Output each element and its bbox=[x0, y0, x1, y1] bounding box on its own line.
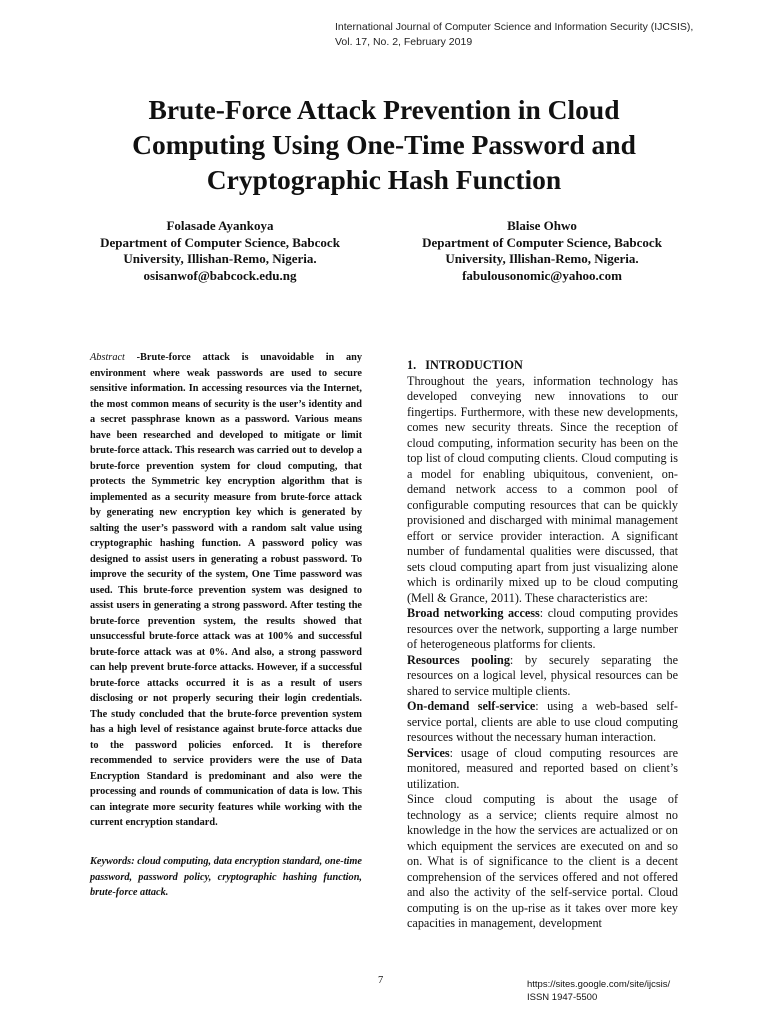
characteristic-text: : usage of cloud computing resources are monitored, measured and reported based on client’s utilization. bbox=[407, 745, 678, 791]
footer-issn: ISSN 1947-5500 bbox=[527, 992, 598, 1003]
author-block-2 bbox=[402, 218, 682, 284]
characteristic-text: : using a web-based self-service portal, clients are able to use cloud computing resources without the necessary human interaction. bbox=[407, 699, 678, 744]
characteristic-text: : by securely separating the resources on a logical level, physical resources can be shared to service multiple clients. bbox=[407, 652, 678, 698]
footer-info bbox=[527, 978, 670, 1004]
author-email: fabulousonomic@yahoo.com bbox=[462, 267, 622, 283]
characteristic-broad-network-access bbox=[407, 606, 678, 653]
author-affiliation: Department of Computer Science, Babcock bbox=[422, 234, 662, 250]
journal-name: International Journal of Computer Science and Information Security (IJCSIS), bbox=[335, 21, 694, 33]
author-name: Blaise Ohwo bbox=[507, 218, 577, 233]
abstract-text: -Brute-force attack is unavoidable in any environment where weak passwords are used to secure sensitive information. In accessing resources via the Internet, the most common means of security is the user’s identity and a secret passphrase known as a password. Various means have been researched and developed to mitigate or limit brute-force attack. This research was carried out to develop a brute-force prevention system for cloud computing, that protects the Symmetric key encryption algorithm that is implemented as a security measure from brute-force attack by generating new encryption key which is generated by salting the user’s password with a random salt value using cryptographic hashing function. A password policy was designed to assist users in generating a robust password. To improve the security of the system, One Time password was used. This brute-force prevention system was designed to assist users in generating a strong password. After testing the brute-force prevention system, the results showed that unsuccessful brute-force attack was at 100% and successful brute-force attack was at 0%. And also, a strong password can help prevent brute-force attacks. However, if a successful brute-force attacks occurred it is as a result of users disclosing or not properly securing their login credentials. The study concluded that the brute-force prevention system has a high level of resistance against brute-force attacks due to the password policies enforced. It is therefore recommended to service providers were the use of Data Encryption Standard is predominant and also were the processing and rounds of communication of data is low. This can integrate more security features while working with the current encryption standard. bbox=[90, 352, 363, 828]
characteristic-services bbox=[407, 746, 678, 793]
intro-paragraph-1: Throughout the years, information technology has developed conveying new innovations to our fingertips. Furthermore, with these new developments, comes new security threats. Since the reception of cloud computing, information security has been on the top list of cloud computing clients. Cloud computing is a model for enabling ubiquitous, convenient, on-demand network access to a common pool of configurable computing resources that can be quickly provisioned and discharged with minimal management effort or service provider interaction. A significant number of fundamental qualities were discussed, that sets cloud computing apart from just visualizing alone which is ordinarily mixed up to be cloud computing (Mell & Grance, 2011). These characteristics are: bbox=[407, 373, 678, 605]
intro-paragraph-2: Since cloud computing is about the usage of technology as a service; clients require almost no knowledge in the how the services are actualized or on which equipment the services are executed on and so on. What is of significance to the client is a decent comprehension of the services offered and not offered and also the activity of the self-service portal. Cloud computing is on the up-rise as it takes over more key capacities in management, development bbox=[407, 792, 678, 930]
keywords bbox=[90, 854, 362, 901]
title-line-2: Computing Using One-Time Password and bbox=[132, 129, 636, 160]
journal-header bbox=[335, 20, 693, 50]
abstract bbox=[90, 350, 362, 831]
author-name: Folasade Ayankoya bbox=[166, 218, 274, 233]
characteristic-term: Broad networking access bbox=[407, 606, 540, 620]
keywords-text: cloud computing, data encryption standard, one-time password, password policy, cryptographic hashing function, brute-force attack. bbox=[90, 856, 362, 898]
author-email: osisanwof@babcock.edu.ng bbox=[143, 267, 297, 283]
section-heading: 1. INTRODUCTION bbox=[407, 358, 523, 372]
title-line-3: Cryptographic Hash Function bbox=[206, 164, 562, 195]
characteristic-text: : cloud computing provides resources over the network, supporting a large number of heterogeneous platforms for clients. bbox=[407, 606, 678, 651]
characteristic-resource-pooling bbox=[407, 653, 678, 700]
page-number: 7 bbox=[378, 975, 384, 986]
introduction-section bbox=[407, 358, 678, 932]
author-affiliation: Department of Computer Science, Babcock bbox=[100, 234, 340, 250]
journal-volume: Vol. 17, No. 2, February 2019 bbox=[335, 36, 473, 48]
characteristic-term: Resources pooling bbox=[407, 652, 510, 667]
author-block-1 bbox=[80, 218, 360, 284]
title-line-1: Brute-Force Attack Prevention in Cloud bbox=[148, 94, 620, 125]
characteristic-term: Services bbox=[407, 745, 450, 760]
abstract-label: Abstract bbox=[90, 352, 125, 363]
paper-title bbox=[60, 92, 708, 197]
author-affiliation: University, Illishan-Remo, Nigeria. bbox=[123, 251, 317, 267]
characteristic-on-demand-self-service bbox=[407, 699, 678, 746]
footer-url: https://sites.google.com/site/ijcsis/ bbox=[527, 979, 671, 990]
author-affiliation: University, Illishan-Remo, Nigeria. bbox=[445, 251, 639, 267]
keywords-label: Keywords: bbox=[90, 856, 135, 867]
characteristic-term: On-demand self-service bbox=[407, 699, 536, 713]
